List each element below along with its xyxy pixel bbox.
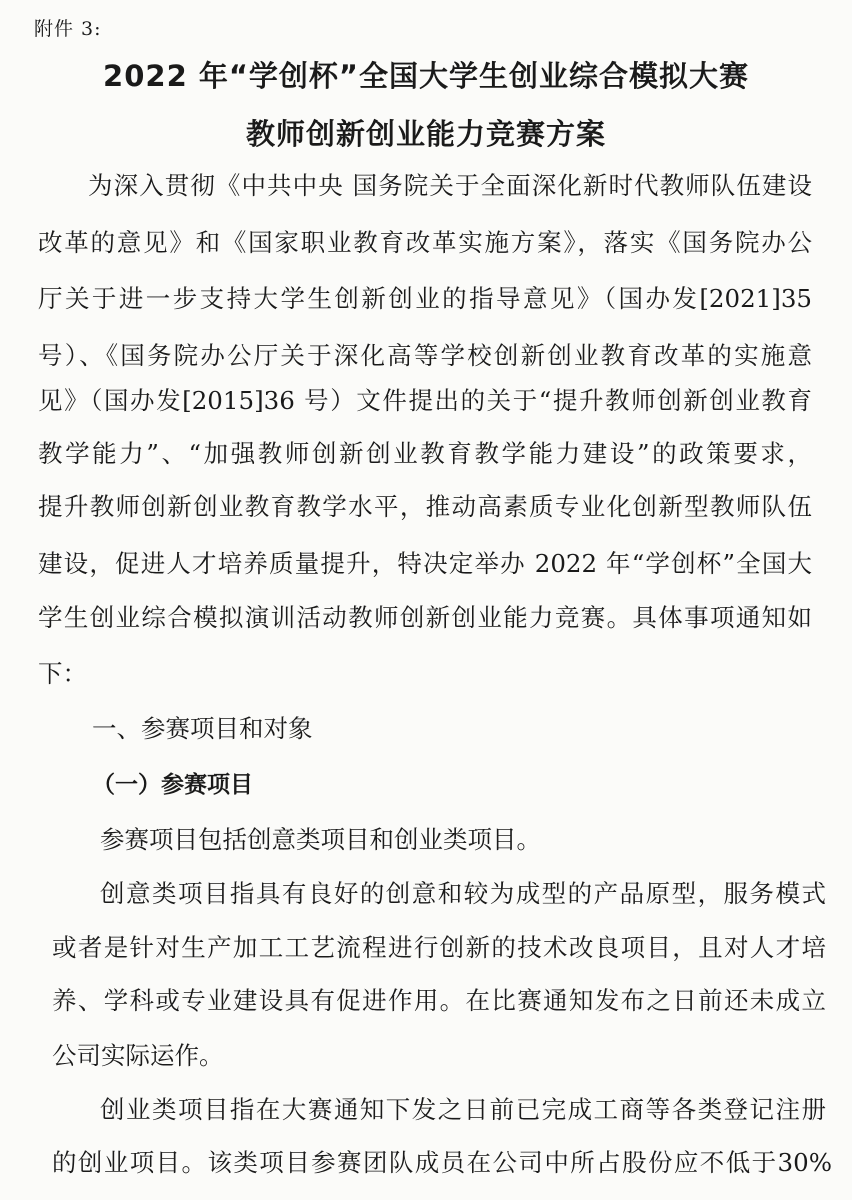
attachment-label: 附件 3: (34, 18, 102, 40)
section-heading: 一、参赛项目和对象 (92, 714, 313, 743)
creative-line-2: 或者是针对生产加工工艺流程进行创新的技术改良项目，且对人才培 (52, 933, 826, 962)
creative-line-3: 养、学科或专业建设具有促进作用。在比赛通知发布之日前还未成立 (52, 986, 826, 1015)
intro-line-3: 厅关于进一步支持大学生创新创业的指导意见》（国办发[2021]35 (38, 284, 812, 313)
intro-line-10: 下： (38, 659, 87, 688)
creative-line-4: 公司实际运作。 (52, 1041, 224, 1070)
intro-line-2: 改革的意见》和《国家职业教育改革实施方案》，落实《国务院办公 (38, 228, 812, 257)
document-title-line-1: 2022 年“学创杯”全国大学生创业综合模拟大赛 (103, 59, 749, 93)
document-title-line-2: 教师创新创业能力竞赛方案 (245, 117, 606, 151)
intro-line-4: 号）、《国务院办公厅关于深化高等学校创新创业教育改革的实施意 (38, 341, 812, 370)
startup-line-1: 创业类项目指在大赛通知下发之日前已完成工商等各类登记注册 (100, 1095, 826, 1124)
creative-line-1: 创意类项目指具有良好的创意和较为成型的产品原型，服务模式 (100, 879, 826, 908)
intro-line-7: 提升教师创新创业教育教学水平，推动高素质专业化创新型教师队伍 (38, 492, 812, 521)
projects-paragraph: 参赛项目包括创意类项目和创业类项目。 (100, 825, 541, 854)
startup-line-2: 的创业项目。该类项目参赛团队成员在公司中所占股份应不低于30% (52, 1148, 832, 1177)
intro-line-5: 见》（国办发[2015]36 号）文件提出的关于“提升教师创新创业教育 (38, 386, 812, 415)
intro-line-8: 建设，促进人才培养质量提升，特决定举办 2022 年“学创杯”全国大 (38, 549, 812, 578)
intro-line-6: 教学能力”、“加强教师创新创业教育教学能力建设”的政策要求， (38, 439, 812, 468)
intro-line-1: 为深入贯彻《中共中央 国务院关于全面深化新时代教师队伍建设 (88, 171, 812, 200)
intro-line-9: 学生创业综合模拟演训活动教师创新创业能力竞赛。具体事项通知如 (38, 603, 812, 632)
subsection-heading: （一）参赛项目 (92, 772, 253, 798)
